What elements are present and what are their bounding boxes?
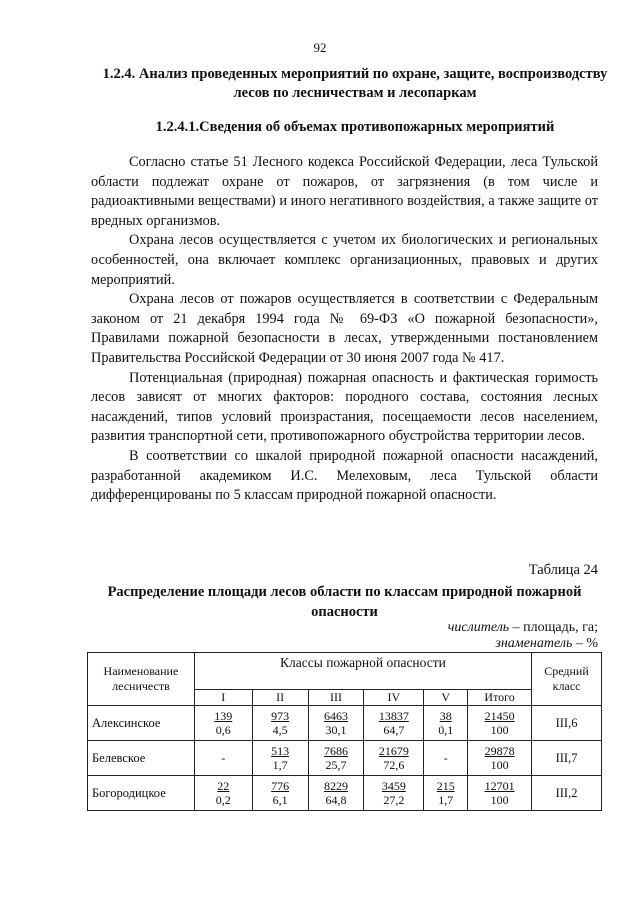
table-row xyxy=(88,706,602,741)
area-percent: 72,6 xyxy=(383,758,405,772)
fire-class-table xyxy=(87,652,602,811)
page-number: 92 xyxy=(313,40,327,55)
class-cell xyxy=(424,776,468,811)
area-percent: 64,7 xyxy=(383,723,405,737)
area-percent: 27,2 xyxy=(383,793,405,807)
class-cell xyxy=(468,741,532,776)
area-ha: 215 xyxy=(436,779,455,793)
section-heading: 1.2.4. Анализ проведенных мероприятий по охране, защите, воспроизводству лесов по лесничествам и лесопаркам xyxy=(102,66,608,101)
unit-numerator-label: числитель xyxy=(447,620,510,635)
table-row xyxy=(88,741,602,776)
area-ha: 7686 xyxy=(323,744,348,758)
header-name: Наименование лесничеств xyxy=(88,653,195,706)
class-cell xyxy=(194,741,252,776)
class-label: Итого xyxy=(468,690,532,706)
class-label: I xyxy=(194,690,252,706)
area-ha: 6463 xyxy=(323,709,348,723)
class-cell xyxy=(364,776,424,811)
average-class: III,6 xyxy=(532,706,602,741)
unit-numerator-text: – площадь, га; xyxy=(509,620,598,635)
area-percent: 64,8 xyxy=(325,793,347,807)
cell-empty: - xyxy=(443,750,448,765)
area-ha: 139 xyxy=(214,709,233,723)
class-cell xyxy=(194,706,252,741)
class-cell xyxy=(308,706,364,741)
area-ha: 29878 xyxy=(484,744,515,758)
area-percent: 0,2 xyxy=(215,793,231,807)
class-label: IV xyxy=(364,690,424,706)
class-cell xyxy=(424,706,468,741)
class-label: II xyxy=(252,690,308,706)
area-percent: 25,7 xyxy=(325,758,347,772)
class-cell xyxy=(194,776,252,811)
area-ha: 21679 xyxy=(378,744,409,758)
paragraph: В соответствии со шкалой природной пожарной опасности насаждений, разработанной академиком И.С. Мелеховым, леса Тульской области дифференцированы по 5 классам природной пожарной опасности. xyxy=(91,447,598,504)
area-percent: 0,6 xyxy=(215,723,231,737)
class-cell xyxy=(308,741,364,776)
area-ha: 13837 xyxy=(378,709,409,723)
area-ha: 8229 xyxy=(323,779,348,793)
area-ha: 12701 xyxy=(484,779,515,793)
paragraph: Охрана лесов осуществляется с учетом их биологических и региональных особенностей, она включает комплекс организационных, правовых и других мероприятий. xyxy=(91,232,598,288)
area-ha: 21450 xyxy=(484,709,515,723)
area-percent: 1,7 xyxy=(272,758,288,772)
area-percent: 4,5 xyxy=(272,723,288,737)
area-percent: 100 xyxy=(490,793,509,807)
area-percent: 1,7 xyxy=(438,793,454,807)
class-label: V xyxy=(424,690,468,706)
class-cell xyxy=(468,706,532,741)
average-class: III,7 xyxy=(532,741,602,776)
body-text xyxy=(91,153,598,506)
header-avg: Средний класс xyxy=(532,653,602,706)
forestry-name: Белевское xyxy=(88,741,195,776)
unit-denominator xyxy=(495,636,598,652)
area-ha: 973 xyxy=(271,709,290,723)
area-percent: 6,1 xyxy=(272,793,288,807)
area-ha: 22 xyxy=(217,779,230,793)
class-cell xyxy=(364,706,424,741)
unit-numerator xyxy=(448,620,598,636)
class-cell xyxy=(308,776,364,811)
area-percent: 100 xyxy=(490,723,509,737)
table-row xyxy=(88,776,602,811)
class-cell xyxy=(468,776,532,811)
class-label: III xyxy=(308,690,364,706)
forestry-name: Богородицкое xyxy=(88,776,195,811)
paragraph: Охрана лесов от пожаров осуществляется в соответствии с Федеральным законом от 21 декабря 1994 года № 69-ФЗ «О пожарной безопасности», Правилами пожарной безопасности в лесах, утвержденными постановлением Правительства Российской Федерации от 30 июня 2007 года № 417. xyxy=(91,291,598,366)
area-ha: 776 xyxy=(271,779,290,793)
class-cell xyxy=(252,706,308,741)
subsection-heading: 1.2.4.1.Сведения об объемах противопожарных мероприятий xyxy=(155,119,555,135)
average-class: III,2 xyxy=(532,776,602,811)
forestry-name: Алексинское xyxy=(88,706,195,741)
class-cell xyxy=(364,741,424,776)
area-ha: 513 xyxy=(271,744,290,758)
header-classes: Классы пожарной опасности xyxy=(194,653,531,690)
area-ha: 3459 xyxy=(381,779,406,793)
area-percent: 30,1 xyxy=(325,723,347,737)
class-cell xyxy=(252,776,308,811)
paragraph: Согласно статье 51 Лесного кодекса Российской Федерации, леса Тульской области подлежат охране от пожаров, от загрязнения (в том числе и радиоактивными веществами) и иного негативного воздействия, а также защите от вредных организмов. xyxy=(91,154,598,229)
area-percent: 0,1 xyxy=(438,723,454,737)
paragraph: Потенциальная (природная) пожарная опасность и фактическая горимость лесов зависят от многих факторов: породного состава, состояния лесных насаждений, типов условий произрастания, посещаемости лесов населением, развития транспортной сети, противопожарного обустройства территории лесов. xyxy=(91,369,598,445)
unit-denominator-text: – % xyxy=(572,636,598,651)
class-cell xyxy=(252,741,308,776)
unit-denominator-label: знаменатель xyxy=(495,636,573,651)
class-cell xyxy=(424,741,468,776)
table-caption: Таблица 24 xyxy=(528,562,598,578)
area-percent: 100 xyxy=(490,758,509,772)
area-ha: 38 xyxy=(439,709,452,723)
table-title: Распределение площади лесов области по классам природной пожарной опасности xyxy=(107,584,582,620)
cell-empty: - xyxy=(221,750,226,765)
